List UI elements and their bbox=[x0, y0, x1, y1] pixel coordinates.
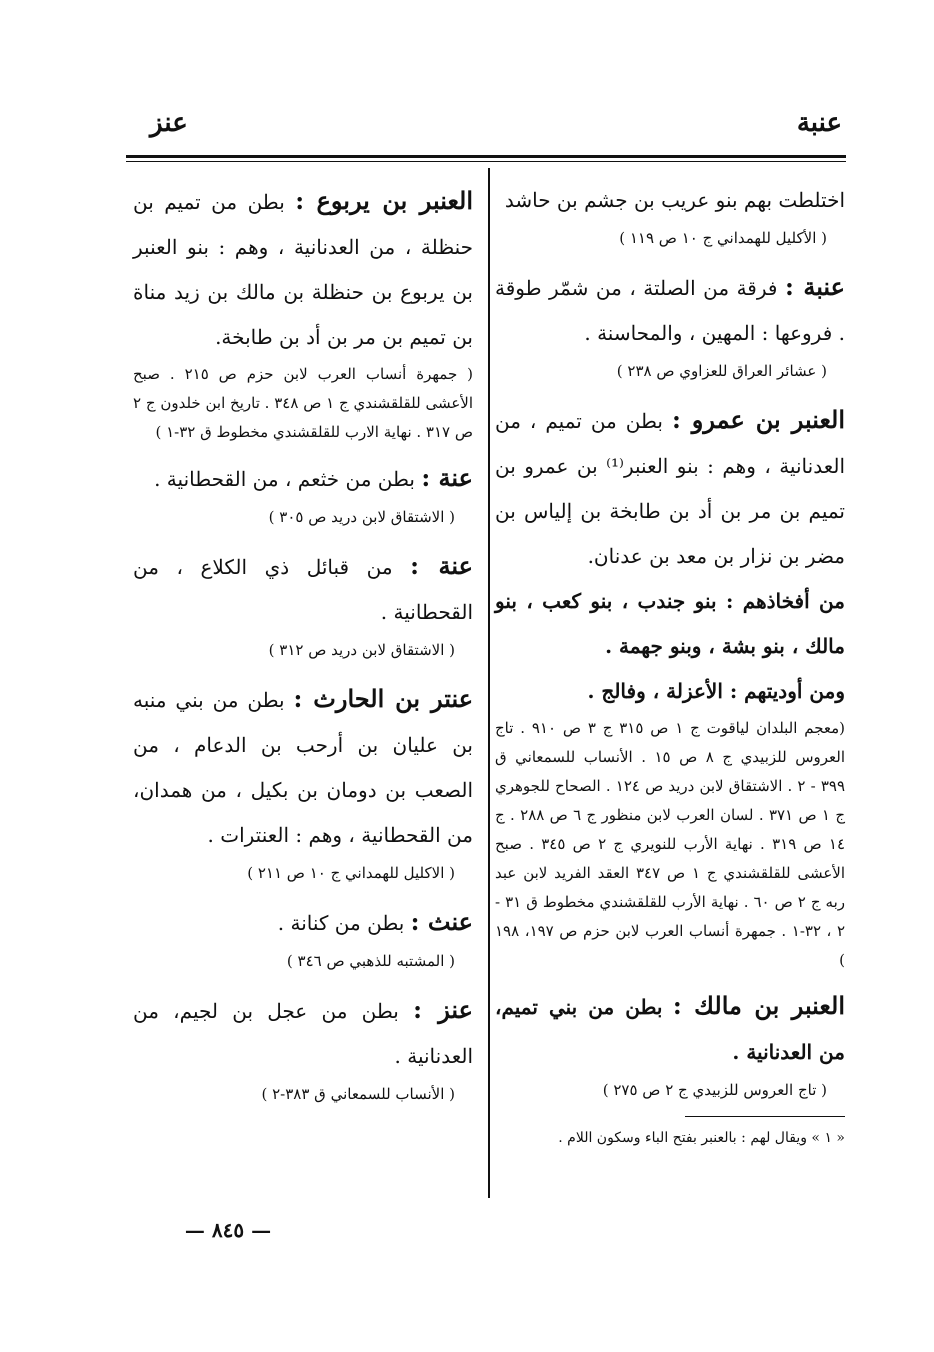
entry-anbar-ibn-amr bbox=[495, 397, 845, 579]
entry-title: عنة : bbox=[421, 463, 473, 492]
left-column bbox=[133, 178, 473, 1120]
entry-text: من قبائل ذي الكلاع ، من القحطانية . bbox=[133, 555, 473, 624]
running-head-right: عنبة bbox=[796, 108, 842, 138]
entry-anaba bbox=[495, 264, 845, 356]
entry-title: العنبر بن مالك : bbox=[672, 991, 845, 1020]
reference: ( الاشتقاق لابن دريد ص ٣١٢ ) bbox=[268, 641, 455, 659]
footnote-rule bbox=[685, 1116, 845, 1117]
entry-text: بطن من كنانة . bbox=[277, 911, 405, 935]
reference: ( الاشتقاق لابن دريد ص ٣٠٥ ) bbox=[268, 508, 455, 526]
entry-continuation: اختلطت بهم بنو عريب بن جشم بن حاشد bbox=[504, 188, 845, 212]
entry-text: بطن من تميم ، من العدنانية ، وهم : بنو العنبر⁽¹⁾ بن عمرو بن تميم بن مر بن أد بن طابخة بن إلياس بن مضر بن نزار بن معد بن عدنان. bbox=[495, 409, 845, 568]
header-rule-thick bbox=[126, 155, 846, 158]
running-head-left: عنز bbox=[150, 108, 188, 138]
entry-title: عنتر بن الحارث : bbox=[293, 684, 474, 713]
entry-title: العنبر بن يربوع : bbox=[295, 186, 474, 215]
reference: ( جمهرة أنساب العرب لابن حزم ص ٢١٥ . صبح الأعشى للقلقشندي ج ١ ص ٣٤٨ . تاريخ ابن خلدون ج ٢ ص ٣١٧ . نهاية الارب للقلقشندي مخطوط ق ٣٢-١ ) bbox=[133, 365, 473, 441]
entry-text: بطن من تميم بن حنظلة ، من العدنانية ، وهم : بنو العنبر بن يربوع بن حنظلة بن مالك بن زيد مناة بن تميم بن مر بن أد بن طابخة. bbox=[133, 190, 473, 349]
entry-anaz bbox=[133, 987, 473, 1079]
entry-text: بطن من عجل بن لجيم، من العدنانية . bbox=[133, 999, 473, 1068]
reference: ( الاكليل للهمداني ج ١٠ ص ٢١١ ) bbox=[247, 864, 455, 882]
entry-title: عنة : bbox=[410, 551, 473, 580]
entry-text: بطن من خثعم ، من القحطانية . bbox=[154, 467, 415, 491]
entry-anbar-ibn-yarbu bbox=[133, 178, 473, 360]
entry-subtext: من أفخاذهم : بنو جندب ، بنو كعب ، بنو مالك ، بنو بشة ، وبنو جهمة . bbox=[495, 589, 845, 658]
page-number: — ٨٤٥ — bbox=[184, 1218, 272, 1242]
header-rule-thin bbox=[126, 161, 846, 162]
reference: ( الأنساب للسمعاني ق ٣٨٣-٢ ) bbox=[261, 1085, 455, 1103]
entry-subtext: ومن أوديتهم : الأعزلة ، وفالج . bbox=[587, 679, 845, 703]
entry-anbar-ibn-malik bbox=[495, 983, 845, 1075]
reference: ( عشائر العراق للعزاوي ص ٢٣٨ ) bbox=[616, 362, 827, 380]
reference: ( تاج العروس للزبيدي ج ٢ ص ٢٧٥ ) bbox=[602, 1081, 827, 1099]
entry-text: بطن من بني منبه بن عليان بن أرحب بن الدعام ، من الصعب بن دومان بن بكيل ، من همدان، من القحطانية ، وهم : العنترات . bbox=[133, 688, 473, 847]
entry-anath bbox=[133, 899, 473, 946]
entry-title: عنبة : bbox=[784, 272, 845, 301]
footnote: « ١ » ويقال لهم : بالعنبر بفتح الباء وسكون اللام . bbox=[558, 1130, 845, 1146]
reference: ( الأكليل للهمداني ج ١٠ ص ١١٩ ) bbox=[619, 229, 827, 247]
entry-title: العنبر بن عمرو : bbox=[671, 405, 846, 434]
entry-text: فرقة من الصلتة ، من شمّر طوقة . فروعها : المهين ، والمحاسنة . bbox=[495, 276, 845, 345]
right-column bbox=[495, 178, 845, 1153]
reference: ( المشتبه للذهبي ص ٣٤٦ ) bbox=[286, 952, 455, 970]
entry-unna-khatham bbox=[133, 455, 473, 502]
column-divider bbox=[488, 168, 490, 1198]
entry-title: عنث : bbox=[410, 907, 473, 936]
entry-text: بطن من بني تميم، من العدنانية . bbox=[495, 995, 845, 1064]
entry-unna-kala bbox=[133, 543, 473, 635]
reference: (معجم البلدان لياقوت ج ١ ص ٣١٥ ج ٣ ص ٩١٠ . تاج العروس للزبيدي ج ٨ ص ١٥ . الأنساب للسمعاني ق ٣٩٩ - ٢ . الاشتقاق لابن دريد ص ١٢٤ . الصحاح للجوهري ج ١ ص ٣٧١ . لسان العرب لابن منظور ج ٦ ص ٢٨٨ . ج ١٤ ص ٣١٩ . نهاية الأرب للنويري ج ٢ ص ٣٤٥ . صبح الأعشى للقلقشندي ج ١ ص ٣٤٧ العقد الفريد لابن عبد ربه ج ٢ ص ٦٠ . نهاية الأرب للقلقشندي مخطوط ق ٣١ - ٢ ، ٣٢-١ . جمهرة أنساب العرب لابن حزم ص ١٩٧، ١٩٨ ) bbox=[495, 719, 846, 969]
entry-antar-ibn-harith bbox=[133, 676, 473, 858]
entry-title: عنز : bbox=[413, 995, 473, 1024]
